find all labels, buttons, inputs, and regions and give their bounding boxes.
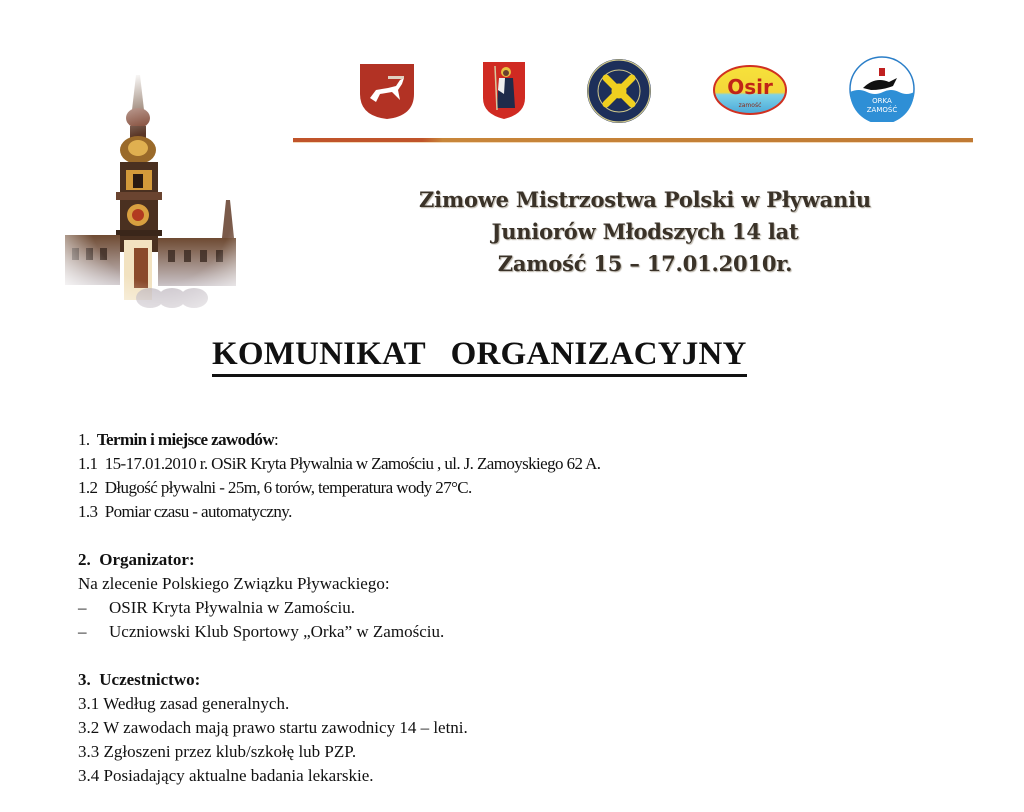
orka-logo-icon [849, 56, 915, 122]
section-venue [78, 428, 978, 524]
section-participation [78, 668, 978, 788]
header-divider [293, 138, 973, 142]
coat-of-arms-goat-icon [358, 62, 416, 120]
list-item: – Uczniowski Klub Sportowy „Orka” w Zamościu. [78, 622, 445, 641]
svg-text:zamość: zamość [738, 102, 762, 109]
list-item: 3.1 Według zasad generalnych. [78, 694, 290, 713]
event-title-line-2: Juniorów Młodszych 14 lat [491, 219, 799, 244]
sponsor-logos [0, 56, 1024, 126]
section-heading: 2. Organizator: [78, 550, 195, 569]
section-heading: 1. Termin i miejsce zawodów: [78, 430, 279, 449]
document-body [78, 428, 978, 812]
page-title: KOMUNIKAT ORGANIZACYJNY [212, 334, 747, 377]
list-item: – OSIR Kryta Pływalnia w Zamościu. [78, 598, 355, 617]
coat-of-arms-saint-icon [481, 60, 527, 120]
section-organizer [78, 548, 978, 644]
section-intro: Na zlecenie Polskiego Związku Pływackiego: [78, 574, 390, 593]
svg-text:Osir: Osir [727, 75, 773, 99]
osir-logo-icon [712, 64, 788, 116]
event-title-line-3: Zamość 15 – 17.01.2010r. [497, 251, 793, 276]
list-item: 3.4 Posiadający aktualne badania lekarskie. [78, 766, 374, 785]
list-item: 3.2 W zawodach mają prawo startu zawodnicy 14 – letni. [78, 718, 468, 737]
list-item: 1.1 15-17.01.2010 r. OSiR Kryta Pływalnia w Zamościu , ul. J. Zamoyskiego 62 A. [78, 454, 601, 473]
list-item: 1.3 Pomiar czasu - automatyczny. [78, 502, 292, 521]
list-item: 3.3 Zgłoszeni przez klub/szkołę lub PZP. [78, 742, 357, 761]
event-title [340, 184, 950, 280]
svg-text:ZAMOŚĆ: ZAMOŚĆ [866, 106, 898, 114]
list-item: 1.2 Długość pływalni - 25m, 6 torów, temperatura wody 27°C. [78, 478, 472, 497]
svg-text:ORKA: ORKA [872, 97, 892, 105]
section-heading: 3. Uczestnictwo: [78, 670, 201, 689]
pzp-emblem-icon [586, 58, 652, 124]
event-title-line-1: Zimowe Mistrzostwa Polski w Pływaniu [419, 187, 871, 212]
